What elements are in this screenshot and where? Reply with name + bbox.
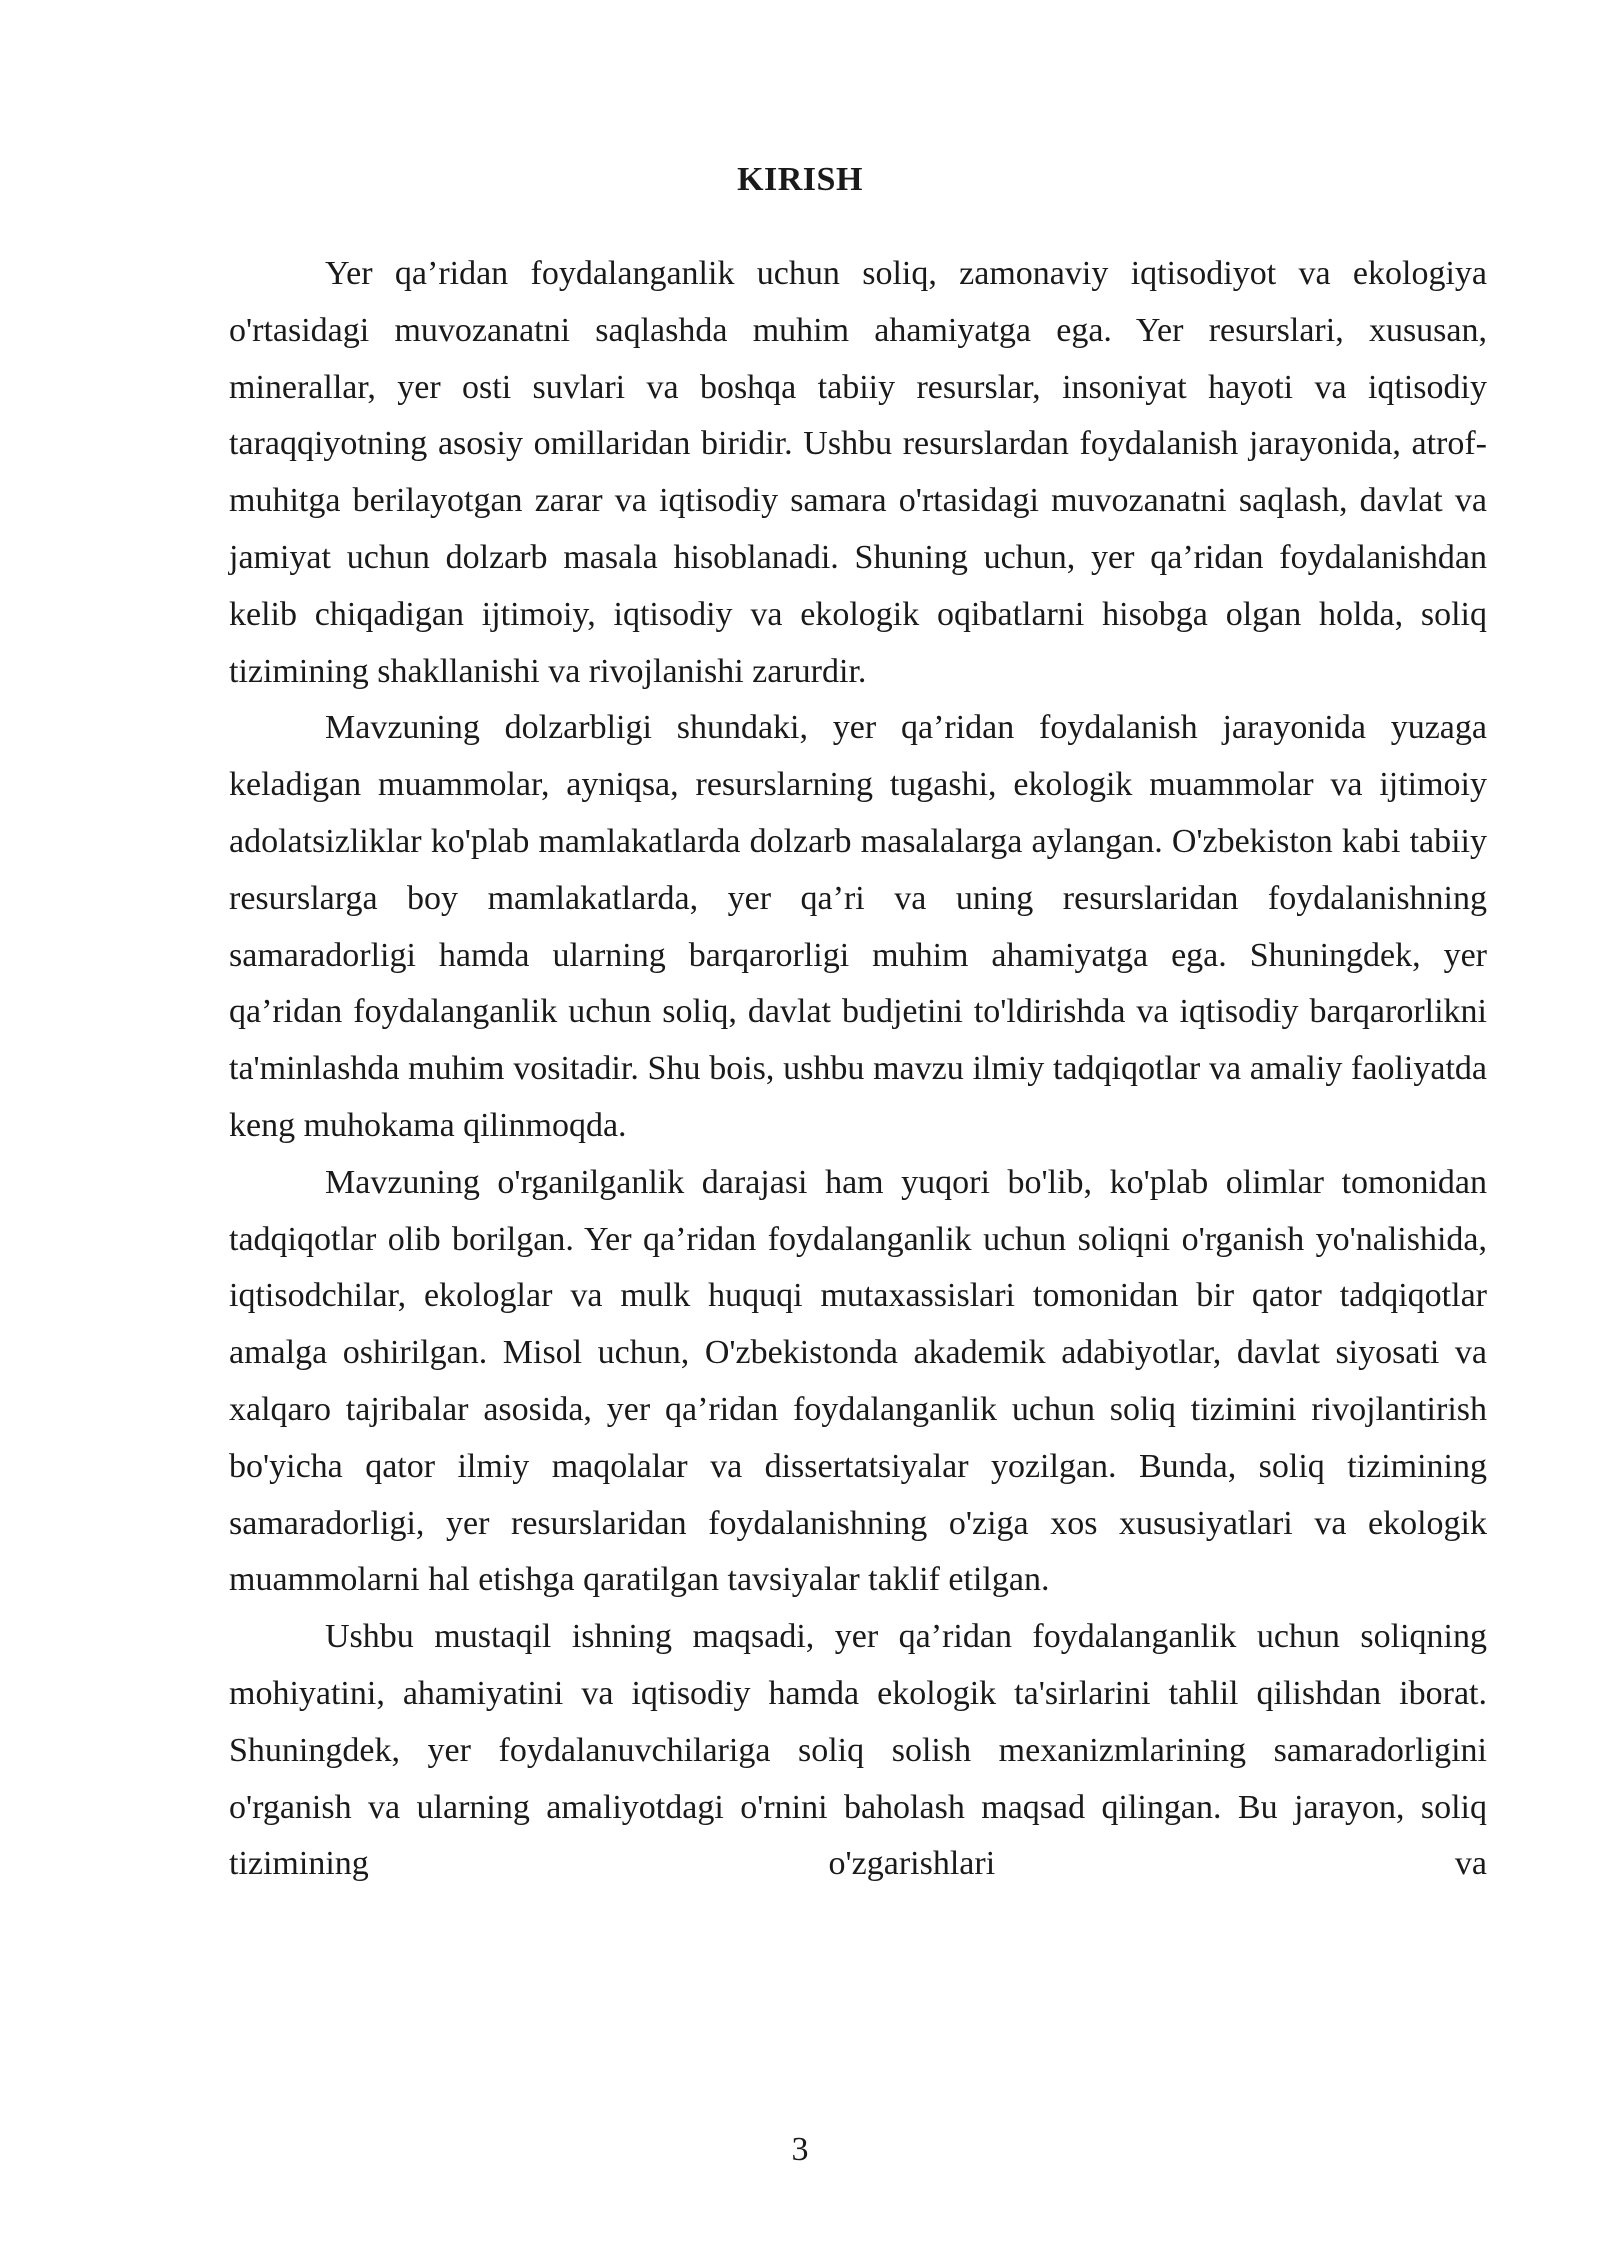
paragraph-relevance: Mavzuning dolzarbligi shundaki, yer qa’ridan foydalanish jarayonida yuzaga keladigan muammolar, ayniqsa, resurslarning tugashi, ekologik muammolar va ijtimoiy adolatsizliklar ko'plab mamlakatlarda dolzarb masalalarga aylangan. O'zbekiston kabi tabiiy resurslarga boy mamlakatlarda, yer qa’ri va uning resurslaridan foydalanishning samaradorligi hamda ularning barqarorligi muhim ahamiyatga ega. Shuningdek, yer qa’ridan foydalanganlik uchun soliq, davlat budjetini to'ldirishda va iqtisodiy barqarorlikni ta'minlashda muhim vositadir. Shu bois, ushbu mavzu ilmiy tadqiqotlar va amaliy faoliyatda keng muhokama qilinmoqda. (229, 709, 1487, 1144)
paragraph-purpose: Ushbu mustaqil ishning maqsadi, yer qa’ridan foydalanganlik uchun soliqning mohiyatini, ahamiyatini va iqtisodiy hamda ekologik ta'sirlarini tahlil qilishdan iborat. Shuningdek, yer foydalanuvchilariga soliq solish mexanizmlarining samaradorligini o'rganish va ularning amaliyotdagi o'rnini baholash maqsad qilingan. Bu jarayon, soliq tizimining o'zgarishlari va (229, 1618, 1487, 1883)
body-text (229, 246, 1487, 1893)
page-number: 3 (791, 2131, 809, 2168)
paragraph-intro: Yer qa’ridan foydalanganlik uchun soliq, zamonaviy iqtisodiyot va ekologiya o'rtasidagi muvozanatni saqlashda muhim ahamiyatga ega. Yer resurslari, xususan, minerallar, yer osti suvlari va boshqa tabiiy resurslar, insoniyat hayoti va iqtisodiy taraqqiyotning asosiy omillaridan biridir. Ushbu resurslardan foydalanish jarayonida, atrof-muhitga berilayotgan zarar va iqtisodiy samara o'rtasidagi muvozanatni saqlash, davlat va jamiyat uchun dolzarb masala hisoblanadi. Shuning uchun, yer qa’ridan foydalanishdan kelib chiqadigan ijtimoiy, iqtisodiy va ekologik oqibatlarni hisobga olgan holda, soliq tizimining shakllanishi va rivojlanishi zarurdir. (229, 255, 1487, 690)
paragraph-research-level: Mavzuning o'rganilganlik darajasi ham yuqori bo'lib, ko'plab olimlar tomonidan tadqiqotlar olib borilgan. Yer qa’ridan foydalanganlik uchun soliqni o'rganish yo'nalishida, iqtisodchilar, ekologlar va mulk huquqi mutaxassislari tomonidan bir qator tadqiqotlar amalga oshirilgan. Misol uchun, O'zbekistonda akademik adabiyotlar, davlat siyosati va xalqaro tajribalar asosida, yer qa’ridan foydalanganlik uchun soliq tizimini rivojlantirish bo'yicha qator ilmiy maqolalar va dissertatsiyalar yozilgan. Bunda, soliq tizimining samaradorligi, yer resurslaridan foydalanishning o'ziga xos xususiyatlari va ekologik muammolarni hal etishga qaratilgan tavsiyalar taklif etilgan. (229, 1163, 1487, 1599)
page-title: KIRISH (737, 161, 863, 198)
